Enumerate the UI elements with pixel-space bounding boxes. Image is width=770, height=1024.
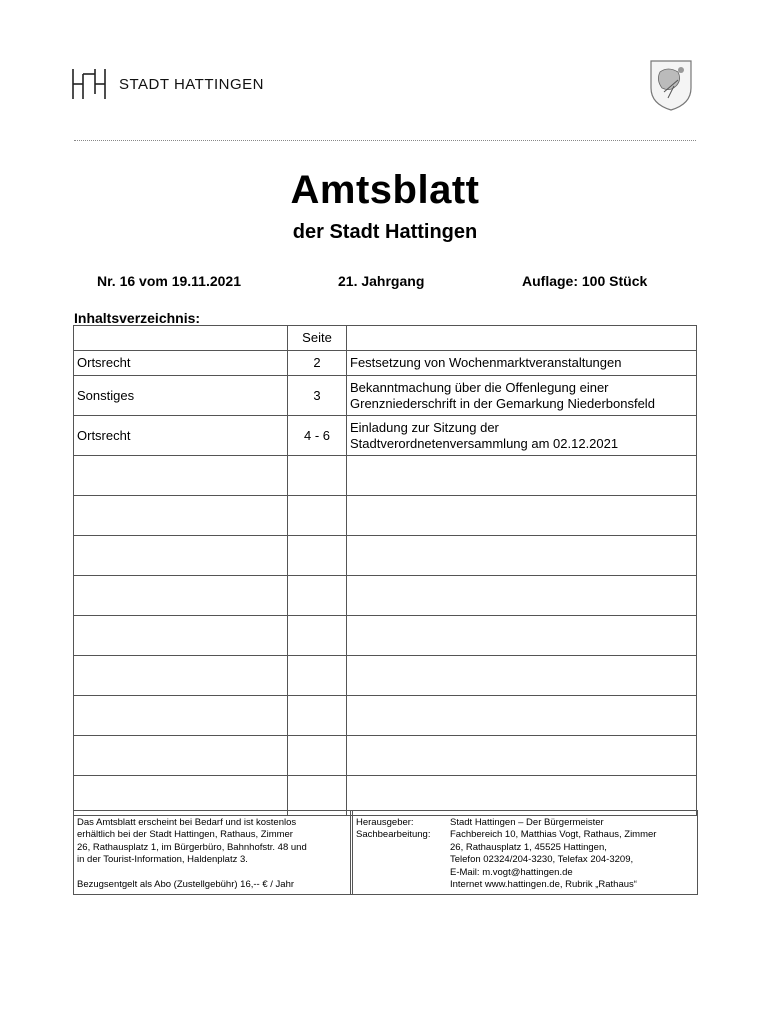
toc-category: Ortsrecht — [74, 416, 288, 456]
toc-row — [74, 351, 697, 376]
toc-empty-row — [74, 736, 697, 776]
volume: 21. Jahrgang — [338, 273, 425, 289]
toc-header-row — [74, 326, 697, 351]
publisher-email[interactable]: E-Mail: m.vogt@hattingen.de — [450, 866, 573, 878]
publisher-line: Telefon 02324/204-3230, Telefax 204-3209, — [450, 854, 634, 866]
toc-page: 2 — [288, 351, 347, 376]
toc-header-empty — [74, 326, 288, 351]
city-logo — [71, 66, 264, 102]
publisher-values — [450, 817, 694, 894]
editor-label: Sachbearbeitung: — [356, 829, 431, 841]
info-line: Das Amtsblatt erscheint bei Bedarf und ist kostenlos — [77, 817, 297, 828]
info-line — [77, 867, 347, 879]
publisher-line: Fachbereich 10, Matthias Vogt, Rathaus, Zimmer — [450, 829, 657, 841]
toc-empty-row — [74, 616, 697, 656]
publisher-labels — [356, 817, 450, 894]
toc-header-empty — [347, 326, 697, 351]
toc-table — [73, 325, 697, 816]
toc-empty-row — [74, 456, 697, 496]
issue-number: Nr. 16 vom 19.11.2021 — [97, 273, 241, 289]
header-divider — [74, 140, 696, 141]
toc-subject-line: Einladung zur Sitzung der — [350, 419, 499, 435]
circulation: Auflage: 100 Stück — [522, 273, 648, 289]
logo-text: STADT HATTINGEN — [119, 75, 265, 93]
publisher-line: Stadt Hattingen – Der Bürgermeister — [450, 817, 604, 828]
toc-page: 4 - 6 — [288, 416, 347, 456]
coat-of-arms-icon — [648, 58, 694, 112]
toc-subject — [347, 376, 697, 416]
info-line: in der Tourist-Information, Haldenplatz 3. — [77, 854, 248, 866]
toc-subject — [347, 416, 697, 456]
toc-empty-row — [74, 656, 697, 696]
publisher-line: 26, Rathausplatz 1, 45525 Hattingen, — [450, 841, 607, 853]
distribution-info — [74, 811, 353, 894]
toc-subject-line: Festsetzung von Wochenmarktveranstaltungen — [350, 355, 622, 370]
publisher-info — [353, 811, 697, 894]
toc-row — [74, 376, 697, 416]
toc-subject — [347, 351, 697, 376]
toc-page: 3 — [288, 376, 347, 416]
toc-empty-row — [74, 536, 697, 576]
toc-subject-line: Bekanntmachung über die Offenlegung einer — [350, 379, 609, 395]
page-title: Amtsblatt — [290, 168, 480, 212]
info-line: Bezugsentgelt als Abo (Zustellgebühr) 16,-- € / Jahr — [77, 879, 295, 891]
publisher-label: Herausgeber: — [356, 817, 414, 828]
page-subtitle: der Stadt Hattingen — [292, 221, 478, 243]
toc-empty-row — [74, 496, 697, 536]
toc-subject-line: Grenzniederschrift in der Gemarkung Niederbonsfeld — [350, 395, 655, 411]
toc-row — [74, 416, 697, 456]
info-line: 26, Rathausplatz 1, im Bürgerbüro, Bahnhofstr. 48 und — [77, 841, 307, 853]
toc-heading: Inhaltsverzeichnis: — [74, 310, 201, 326]
imprint-box — [73, 810, 698, 895]
toc-header-page: Seite — [288, 326, 347, 351]
toc-category: Ortsrecht — [74, 351, 288, 376]
hattingen-logo-icon — [71, 66, 107, 102]
publisher-website[interactable]: Internet www.hattingen.de, Rubrik „Rathaus“ — [450, 879, 637, 891]
toc-empty-row — [74, 696, 697, 736]
toc-subject-line: Stadtverordnetenversammlung am 02.12.2021 — [350, 435, 619, 451]
toc-category: Sonstiges — [74, 376, 288, 416]
toc-empty-row — [74, 576, 697, 616]
info-line: erhältlich bei der Stadt Hattingen, Rathaus, Zimmer — [77, 829, 293, 841]
